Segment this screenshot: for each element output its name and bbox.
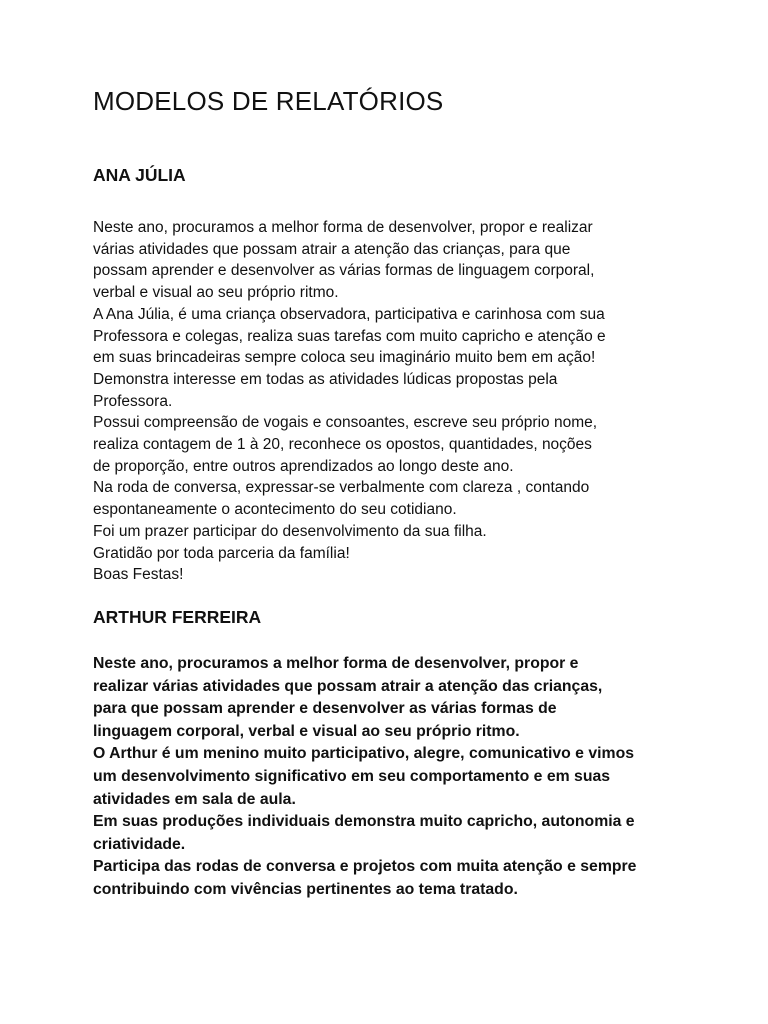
report-line: Participa das rodas de conversa e projetos com muita atenção e sempre: [93, 858, 637, 876]
report-line: Na roda de conversa, expressar-se verbalmente com clareza , contando: [93, 479, 590, 497]
report-line: possam aprender e desenvolver as várias formas de linguagem corporal,: [93, 262, 595, 280]
report-line: em suas brincadeiras sempre coloca seu imaginário muito bem em ação!: [93, 349, 596, 367]
report-line: várias atividades que possam atrair a atenção das crianças, para que: [93, 240, 571, 258]
report-line: linguagem corporal, verbal e visual ao seu próprio ritmo.: [93, 722, 520, 740]
report-line: Neste ano, procuramos a melhor forma de desenvolver, propor e: [93, 655, 579, 672]
report-line: Gratidão por toda parceria da família!: [93, 544, 350, 562]
report-line: Professora.: [93, 392, 173, 410]
report-line: contribuindo com vivências pertinentes ao tema tratado.: [93, 880, 518, 898]
report-line: verbal e visual ao seu próprio ritmo.: [93, 284, 339, 302]
report-line: Professora e colegas, realiza suas tarefas com muito capricho e atenção e: [93, 327, 606, 345]
report-line: A Ana Júlia, é uma criança observadora, participativa e carinhosa com sua: [93, 305, 605, 323]
report-body: [93, 217, 683, 586]
report-line: realiza contagem de 1 à 20, reconhece os opostos, quantidades, noções: [93, 436, 592, 454]
report-line: realizar várias atividades que possam atrair a atenção das crianças,: [93, 677, 603, 695]
report-line: Boas Festas!: [93, 566, 184, 584]
report-line: espontaneamente o acontecimento do seu cotidiano.: [93, 501, 457, 519]
report-line: Em suas produções individuais demonstra muito capricho, autonomia e: [93, 813, 635, 831]
report-line: Neste ano, procuramos a melhor forma de desenvolver, propor e realizar: [93, 219, 593, 236]
report-line: Demonstra interesse em todas as atividades lúdicas propostas pela: [93, 370, 558, 388]
report-line: Foi um prazer participar do desenvolvimento da sua filha.: [93, 522, 487, 540]
report-line: O Arthur é um menino muito participativo, alegre, comunicativo e vimos: [93, 745, 635, 763]
report-line: para que possam aprender e desenvolver as várias formas de: [93, 700, 557, 718]
report-line: atividades em sala de aula.: [93, 790, 296, 808]
report-line: criatividade.: [93, 835, 186, 853]
page-title: MODELOS DE RELATÓRIOS: [93, 86, 444, 116]
student-name-heading: ARTHUR FERREIRA: [93, 607, 262, 627]
student-name-heading: ANA JÚLIA: [93, 165, 186, 185]
report-body: [93, 653, 683, 902]
report-line: Possui compreensão de vogais e consoantes, escreve seu próprio nome,: [93, 414, 598, 432]
report-line: um desenvolvimento significativo em seu comportamento e em suas: [93, 767, 611, 785]
report-line: de proporção, entre outros aprendizados ao longo deste ano.: [93, 457, 514, 475]
